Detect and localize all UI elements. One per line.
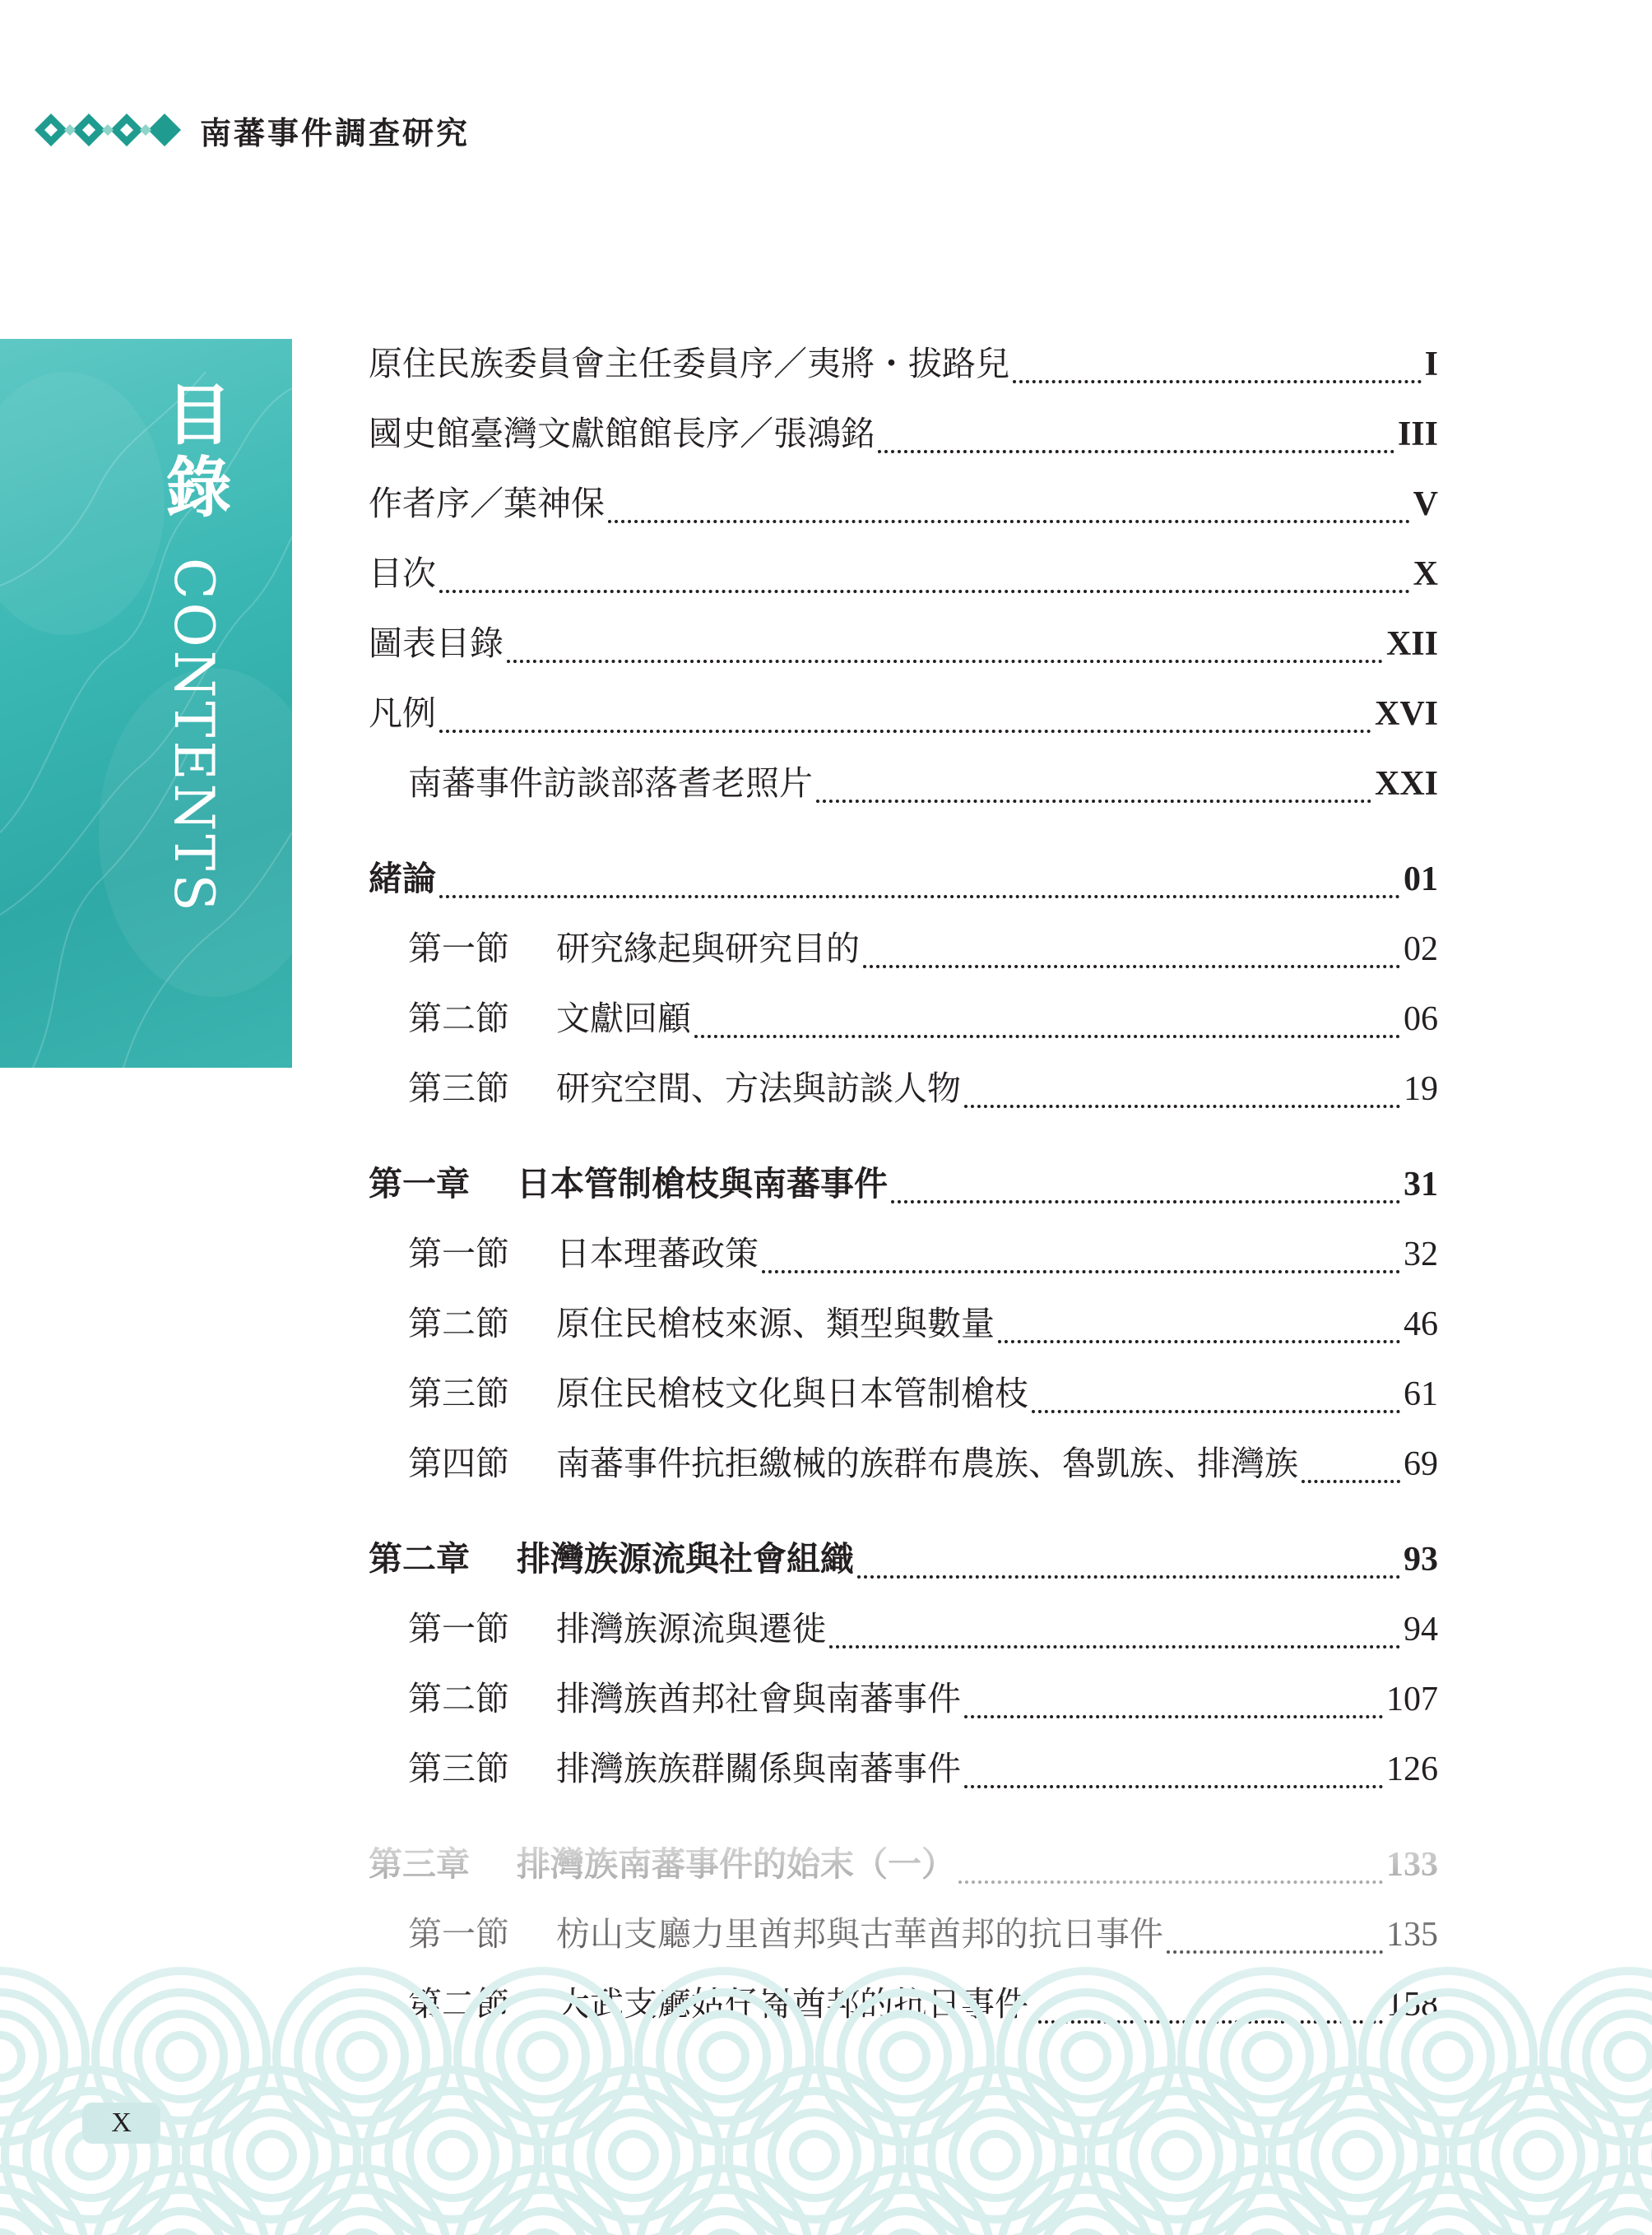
toc-entry-title: 圖表目錄 [369, 624, 503, 663]
toc-entry-row[interactable] [369, 1289, 1438, 1359]
running-header [31, 105, 470, 155]
toc-entry-title: 南蕃事件抗拒繳械的族群布農族、魯凱族、排灣族 [556, 1444, 1298, 1483]
toc-entry-label [408, 1289, 995, 1359]
toc-page-number: X [1413, 555, 1438, 593]
dot-leader [1302, 1472, 1400, 1483]
side-title-cjk: 目錄 [155, 380, 232, 525]
toc-entry-title: 排灣族族群關係與南蕃事件 [556, 1749, 961, 1788]
toc-section-number: 第三節 [408, 1374, 509, 1413]
dot-leader [878, 442, 1394, 453]
toc-entry-label [369, 844, 436, 914]
dot-leader [1032, 1402, 1400, 1413]
toc-entry-label [369, 1524, 854, 1594]
toc-entry-title: 排灣族源流與遷徙 [556, 1609, 826, 1648]
toc-page-number: 01 [1404, 860, 1438, 898]
toc-entry-label [369, 329, 1009, 399]
toc-entry-title: 緒論 [369, 859, 436, 898]
toc-entry-title: 文獻回顧 [556, 999, 691, 1038]
toc-section-number: 第三節 [408, 1749, 509, 1788]
toc-section-number: 第一節 [408, 929, 509, 968]
toc-entry-title: 原住民槍枝文化與日本管制槍枝 [556, 1374, 1028, 1413]
toc-entry-label [369, 609, 503, 679]
dot-leader [863, 957, 1400, 968]
toc-section-number: 第二節 [408, 1304, 509, 1343]
dot-leader [507, 651, 1383, 663]
toc-entry-row[interactable] [369, 1219, 1438, 1289]
toc-entry-label [408, 749, 813, 818]
toc-page-number: XVI [1374, 695, 1438, 733]
dot-leader [439, 721, 1371, 733]
toc-page-number: 61 [1404, 1375, 1438, 1413]
page-number-badge: X [82, 2103, 160, 2144]
toc-entry-row[interactable] [369, 1594, 1438, 1664]
toc-entry-row[interactable] [369, 679, 1438, 749]
toc-entry-label [408, 1429, 1298, 1499]
toc-entry-title: 原住民槍枝來源、類型與數量 [556, 1304, 995, 1343]
toc-entry-title: 日本管制槍枝與南蕃事件 [517, 1164, 888, 1203]
toc-entry-label [369, 679, 436, 749]
toc-entry-label [408, 1054, 961, 1124]
toc-entry-title: 日本理蕃政策 [556, 1234, 759, 1273]
toc-page-number: 69 [1404, 1445, 1438, 1483]
toc-entry-row[interactable] [369, 399, 1438, 469]
toc-entry-title: 目次 [369, 554, 436, 593]
toc-entry-row[interactable] [369, 469, 1438, 539]
toc-section-number: 第三節 [408, 1069, 509, 1108]
toc-entry-label [408, 1664, 961, 1734]
dot-leader [891, 1192, 1400, 1203]
toc-entry-label [369, 399, 875, 469]
toc-entry-title: 作者序／葉神保 [369, 484, 605, 523]
toc-chapter-row[interactable] [369, 844, 1438, 914]
toc-entry-row[interactable] [369, 1664, 1438, 1734]
side-title [156, 380, 230, 915]
toc-entry-label [408, 914, 860, 984]
dot-leader [964, 1097, 1400, 1108]
dot-leader [1013, 372, 1422, 383]
toc-entry-row[interactable] [369, 609, 1438, 679]
toc-page-number: XXI [1374, 765, 1438, 803]
dot-leader [608, 512, 1410, 523]
dot-leader [694, 1027, 1400, 1038]
toc-entry-row[interactable] [369, 329, 1438, 399]
toc-entry-label [369, 469, 605, 539]
toc-entry-row[interactable] [369, 1054, 1438, 1124]
dot-leader [816, 791, 1371, 803]
toc-entry-row[interactable] [369, 914, 1438, 984]
toc-entry-label [408, 1359, 1028, 1429]
toc-entry-title: 南蕃事件訪談部落耆老照片 [408, 763, 813, 803]
toc-entry-row[interactable] [369, 1734, 1438, 1804]
dot-leader [857, 1567, 1400, 1579]
toc-page-number: 19 [1404, 1070, 1438, 1108]
dot-leader [829, 1637, 1400, 1648]
map-texture-icon [0, 339, 292, 1068]
toc-entry-label [408, 1219, 759, 1289]
toc-entry-title: 排灣族酋邦社會與南蕃事件 [556, 1679, 961, 1718]
toc-entry-row[interactable] [369, 539, 1438, 609]
table-of-contents [369, 329, 1438, 2039]
toc-page-number: 02 [1404, 930, 1438, 968]
dot-leader [439, 887, 1400, 898]
toc-entry-label [408, 984, 691, 1054]
toc-entry-label [369, 1149, 888, 1219]
toc-entry-title: 原住民族委員會主任委員序／夷將・拔路兒 [369, 344, 1009, 383]
book-title: 南蕃事件調查研究 [200, 114, 471, 151]
toc-page-number: 46 [1404, 1305, 1438, 1343]
dot-leader [998, 1332, 1400, 1343]
dot-leader [964, 1777, 1383, 1788]
toc-section-number: 第一節 [408, 1609, 509, 1648]
toc-section-number: 第二章 [369, 1539, 470, 1579]
wave-pattern-icon [0, 1810, 1652, 2235]
toc-section-number: 第四節 [408, 1444, 509, 1483]
toc-entry-title: 國史館臺灣文獻館館長序／張鴻銘 [369, 414, 875, 453]
toc-chapter-row[interactable] [369, 1149, 1438, 1219]
toc-entry-row[interactable] [369, 984, 1438, 1054]
toc-entry-title: 凡例 [369, 693, 436, 733]
toc-section-number: 第一節 [408, 1234, 509, 1273]
toc-entry-title: 研究空間、方法與訪談人物 [556, 1069, 961, 1108]
toc-entry-row[interactable] [369, 749, 1438, 818]
dot-leader [439, 582, 1410, 593]
toc-page-number: XII [1385, 625, 1438, 663]
contents-side-panel [0, 339, 292, 1068]
dot-leader [762, 1262, 1400, 1273]
toc-entry-row[interactable] [369, 1359, 1438, 1429]
toc-entry-label [408, 1594, 826, 1664]
toc-page-number: 93 [1404, 1541, 1438, 1579]
toc-page-number: 06 [1404, 1000, 1438, 1038]
toc-page-number: 107 [1386, 1681, 1438, 1718]
toc-chapter-row[interactable] [369, 1524, 1438, 1594]
toc-page-number: V [1413, 485, 1438, 523]
toc-page-number: 31 [1404, 1166, 1438, 1203]
dot-leader [964, 1707, 1383, 1718]
toc-entry-label [369, 539, 436, 609]
toc-entry-title: 研究緣起與研究目的 [556, 929, 860, 968]
toc-section-number: 第一章 [369, 1164, 470, 1203]
toc-section-number: 第二節 [408, 999, 509, 1038]
toc-entry-row[interactable] [369, 1429, 1438, 1499]
toc-page-number: 32 [1404, 1236, 1438, 1273]
toc-page-number: III [1397, 415, 1438, 453]
diamond-logo-icon [31, 107, 183, 153]
toc-section-number: 第二節 [408, 1679, 509, 1718]
side-title-english: CONTENTS [162, 558, 225, 915]
toc-entry-title: 排灣族源流與社會組織 [517, 1539, 854, 1579]
toc-page-number: 126 [1386, 1750, 1438, 1788]
toc-page-number: 94 [1404, 1611, 1438, 1648]
toc-page-number: I [1424, 345, 1438, 383]
toc-entry-label [408, 1734, 961, 1804]
